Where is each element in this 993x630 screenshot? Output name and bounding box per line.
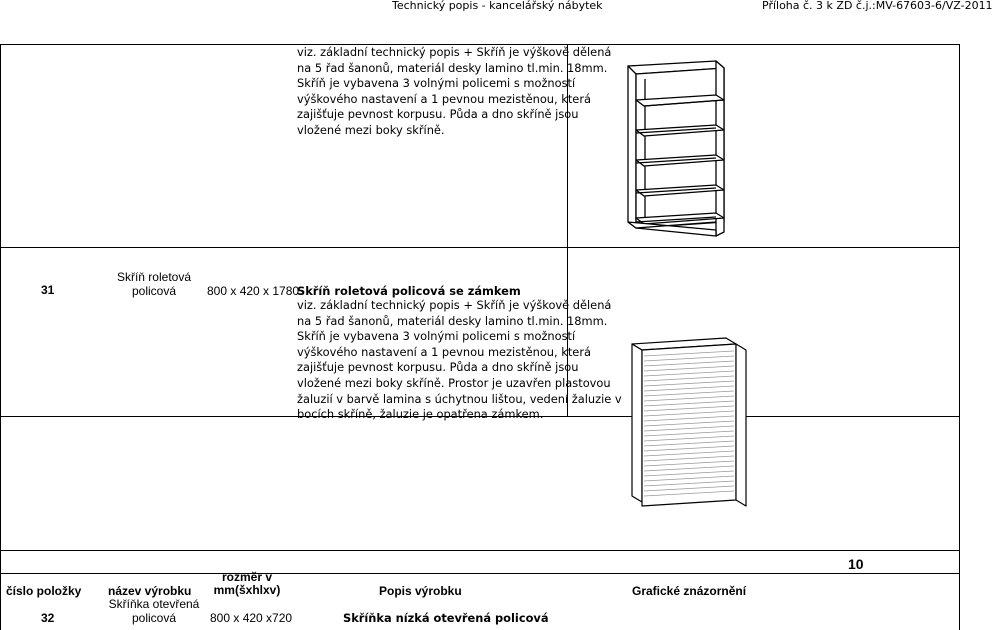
- document-reference: Příloha č. 3 k ZD č.j.:MV-67603-6/VZ-2011: [762, 0, 993, 12]
- row-divider-30-31: [0, 247, 960, 248]
- prev-row-description: [297, 45, 611, 139]
- page-number: 10: [848, 556, 864, 572]
- desc-line: výškového nastavení a 1 pevnou mezistěnou, která: [297, 91, 591, 106]
- desc-line: výškového nastavení a 1 pevnou mezistěnou, která: [297, 344, 591, 359]
- desc-line: bocích skříně, žaluzie je opatřena zámkem.: [297, 407, 544, 422]
- row-31-description: [297, 298, 622, 423]
- dims-line: mm(šxhlxv): [213, 583, 281, 597]
- name-line: Skříň roletová: [116, 270, 192, 284]
- row-31-number: 31: [41, 283, 55, 297]
- row-31-name: [104, 270, 204, 298]
- desc-line: zajišťuje pevnost korpusu. Půda a dno skříně jsou: [297, 107, 579, 122]
- page-header: [0, 0, 993, 12]
- desc-line: žaluzií v barvě lamina s úchytnou lištou, vedení žaluzie v: [297, 391, 622, 406]
- desc-line: viz. základní technický popis + Skříň je výškově dělená: [297, 45, 612, 59]
- row-32-name: [100, 597, 208, 625]
- desc-line: Skříň je vybavena 3 volnými policemi s možností: [297, 76, 576, 91]
- page-block-left: [0, 550, 1, 630]
- desc-line: viz. základní technický popis + Skříň je výškově dělená: [297, 298, 612, 312]
- desc-line: Skříň je vybavena 3 volnými policemi s možností: [297, 329, 576, 344]
- row-32-dimensions: 800 x 420 x720: [210, 611, 293, 625]
- desc-line: na 5 řad šanonů, materiál desky lamino tl.min. 18mm.: [297, 60, 608, 75]
- open-bookcase-icon: [624, 52, 744, 242]
- left-border: [0, 44, 1, 630]
- name-line: policová: [131, 611, 177, 625]
- dims-line: rozměr v: [221, 570, 273, 584]
- header-item-number: číslo položky: [6, 584, 82, 598]
- name-line: policová: [131, 284, 177, 298]
- page-block-divider: [0, 573, 960, 574]
- right-border: [959, 44, 960, 630]
- desc-line: vložené mezi boky skříně.: [297, 122, 445, 137]
- row-31-dimensions: 800 x 420 x 1780: [207, 284, 300, 298]
- page-block-top: [0, 550, 960, 551]
- desc-line: vložené mezi boky skříně. Prostor je uzavřen plastovou: [297, 375, 611, 390]
- row-31-title: Skříň roletová policová se zámkem: [297, 284, 521, 298]
- roller-shutter-cabinet-icon: [628, 330, 758, 510]
- header-description: Popis výrobku: [379, 584, 462, 598]
- header-product-name: název výrobku: [108, 584, 192, 598]
- row-32-number: 32: [41, 611, 55, 625]
- name-line: Skříňka otevřená: [108, 597, 200, 611]
- header-dimensions: [202, 571, 292, 597]
- page-block-right: [959, 550, 960, 630]
- document-title: Technický popis - kancelářský nábytek: [392, 0, 603, 12]
- desc-line: na 5 řad šanonů, materiál desky lamino tl.min. 18mm.: [297, 313, 608, 328]
- header-illustration: Grafické znázornění: [632, 584, 747, 598]
- row-32-title: Skříňka nízká otevřená policová: [343, 611, 549, 625]
- desc-line: zajišťuje pevnost korpusu. Půda a dno skříně jsou: [297, 360, 579, 375]
